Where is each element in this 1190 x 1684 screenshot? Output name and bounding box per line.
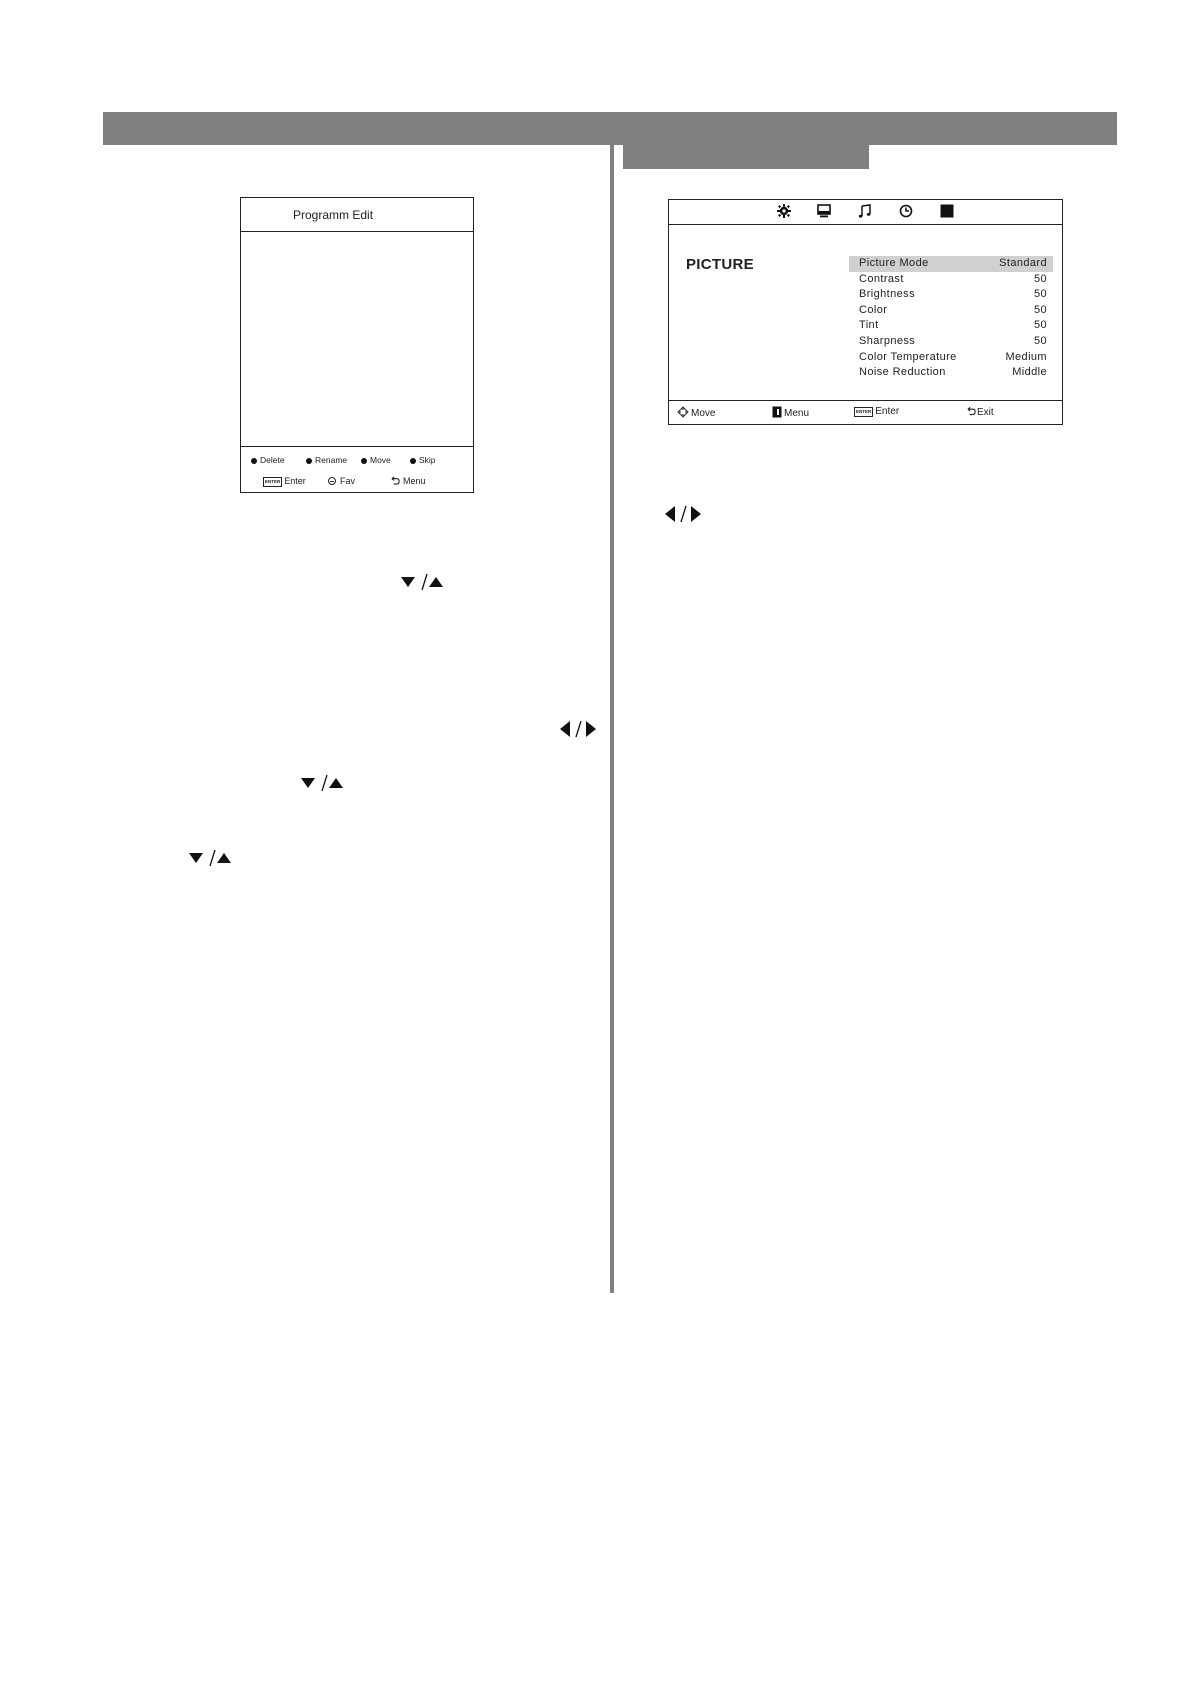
delete-label: Delete — [260, 455, 285, 465]
menu-row-value: 50 — [1033, 319, 1047, 332]
blue-dot-icon — [410, 458, 416, 464]
down-up-arrows-icon — [400, 572, 448, 592]
green-dot-icon — [306, 458, 312, 464]
menu-row-label: Tint — [859, 319, 879, 332]
enter-hint[interactable] — [854, 406, 899, 417]
clock-icon[interactable] — [898, 203, 914, 219]
down-up-arrows-icon — [300, 773, 348, 793]
menu-row-brightness[interactable] — [849, 287, 1053, 303]
gear-icon[interactable] — [776, 203, 792, 219]
enter-key-icon: ENTER — [263, 477, 282, 487]
menu-hint[interactable] — [772, 406, 809, 419]
section-header-bar — [103, 112, 1117, 145]
return-icon — [967, 406, 976, 416]
menu-row-sharpness[interactable] — [849, 334, 1053, 350]
music-note-icon[interactable] — [857, 203, 873, 219]
skip-label: Skip — [419, 455, 436, 465]
fav-label: Fav — [340, 476, 356, 486]
move-label: Move — [370, 455, 391, 465]
four-way-arrows-icon — [677, 406, 689, 418]
menu-row-contrast[interactable] — [849, 272, 1053, 288]
monitor-icon[interactable] — [816, 203, 832, 219]
return-icon — [391, 476, 400, 485]
move-hint[interactable] — [361, 455, 391, 465]
menu-icon-bar — [669, 200, 1062, 225]
menu-row-color[interactable] — [849, 303, 1053, 319]
menu-row-label: Noise Reduction — [859, 366, 946, 379]
move-label: Move — [691, 408, 716, 419]
menu-row-picture-mode[interactable] — [849, 256, 1053, 272]
enter-hint[interactable] — [263, 476, 306, 487]
menu-key-icon — [772, 406, 782, 418]
picture-menu-heading: PICTURE — [686, 256, 754, 273]
menu-row-tint[interactable] — [849, 318, 1053, 334]
exit-label: Exit — [977, 407, 994, 418]
enter-label: Enter — [284, 476, 306, 486]
column-divider — [610, 145, 614, 1293]
menu-label: Menu — [784, 408, 810, 419]
programm-edit-footer — [241, 446, 473, 493]
menu-row-value: Standard — [999, 257, 1047, 269]
menu-row-value: 50 — [1033, 288, 1047, 301]
enter-label: Enter — [875, 406, 900, 417]
menu-row-label: Color Temperature — [859, 350, 957, 363]
menu-row-label: Contrast — [859, 272, 904, 285]
rename-label: Rename — [315, 455, 348, 465]
picture-menu-screen — [668, 199, 1063, 425]
red-dot-icon — [251, 458, 257, 464]
menu-label: Menu — [403, 476, 426, 486]
move-hint[interactable] — [677, 406, 715, 419]
left-right-arrows-icon — [558, 719, 606, 739]
programm-edit-screen — [240, 197, 474, 493]
menu-row-value: 50 — [1033, 303, 1047, 316]
down-up-arrows-icon — [188, 848, 236, 868]
menu-hint[interactable] — [391, 476, 426, 486]
menu-row-color-temperature[interactable] — [849, 350, 1053, 366]
delete-hint[interactable] — [251, 455, 285, 465]
menu-row-label: Picture Mode — [859, 257, 929, 269]
menu-row-label: Sharpness — [859, 335, 916, 347]
fav-icon — [328, 477, 336, 485]
lock-square-icon[interactable] — [939, 203, 955, 219]
fav-hint[interactable] — [328, 476, 355, 486]
menu-row-noise-reduction[interactable] — [849, 365, 1053, 381]
skip-hint[interactable] — [410, 455, 436, 465]
rename-hint[interactable] — [306, 455, 347, 465]
left-right-arrows-icon — [663, 504, 711, 524]
menu-row-value: Middle — [1012, 366, 1047, 379]
picture-menu-footer — [669, 400, 1062, 425]
section-tab — [623, 145, 869, 169]
menu-row-value: 50 — [1033, 272, 1047, 285]
exit-hint[interactable] — [967, 406, 994, 418]
programm-edit-title: Programm Edit — [293, 208, 374, 222]
enter-key-icon: ENTER — [854, 407, 873, 417]
menu-row-label: Brightness — [859, 288, 915, 301]
yellow-dot-icon — [361, 458, 367, 464]
menu-row-value: 50 — [1033, 335, 1047, 347]
programm-edit-title-bar — [241, 198, 473, 232]
menu-row-value: Medium — [1005, 350, 1047, 363]
menu-row-label: Color — [859, 303, 888, 316]
